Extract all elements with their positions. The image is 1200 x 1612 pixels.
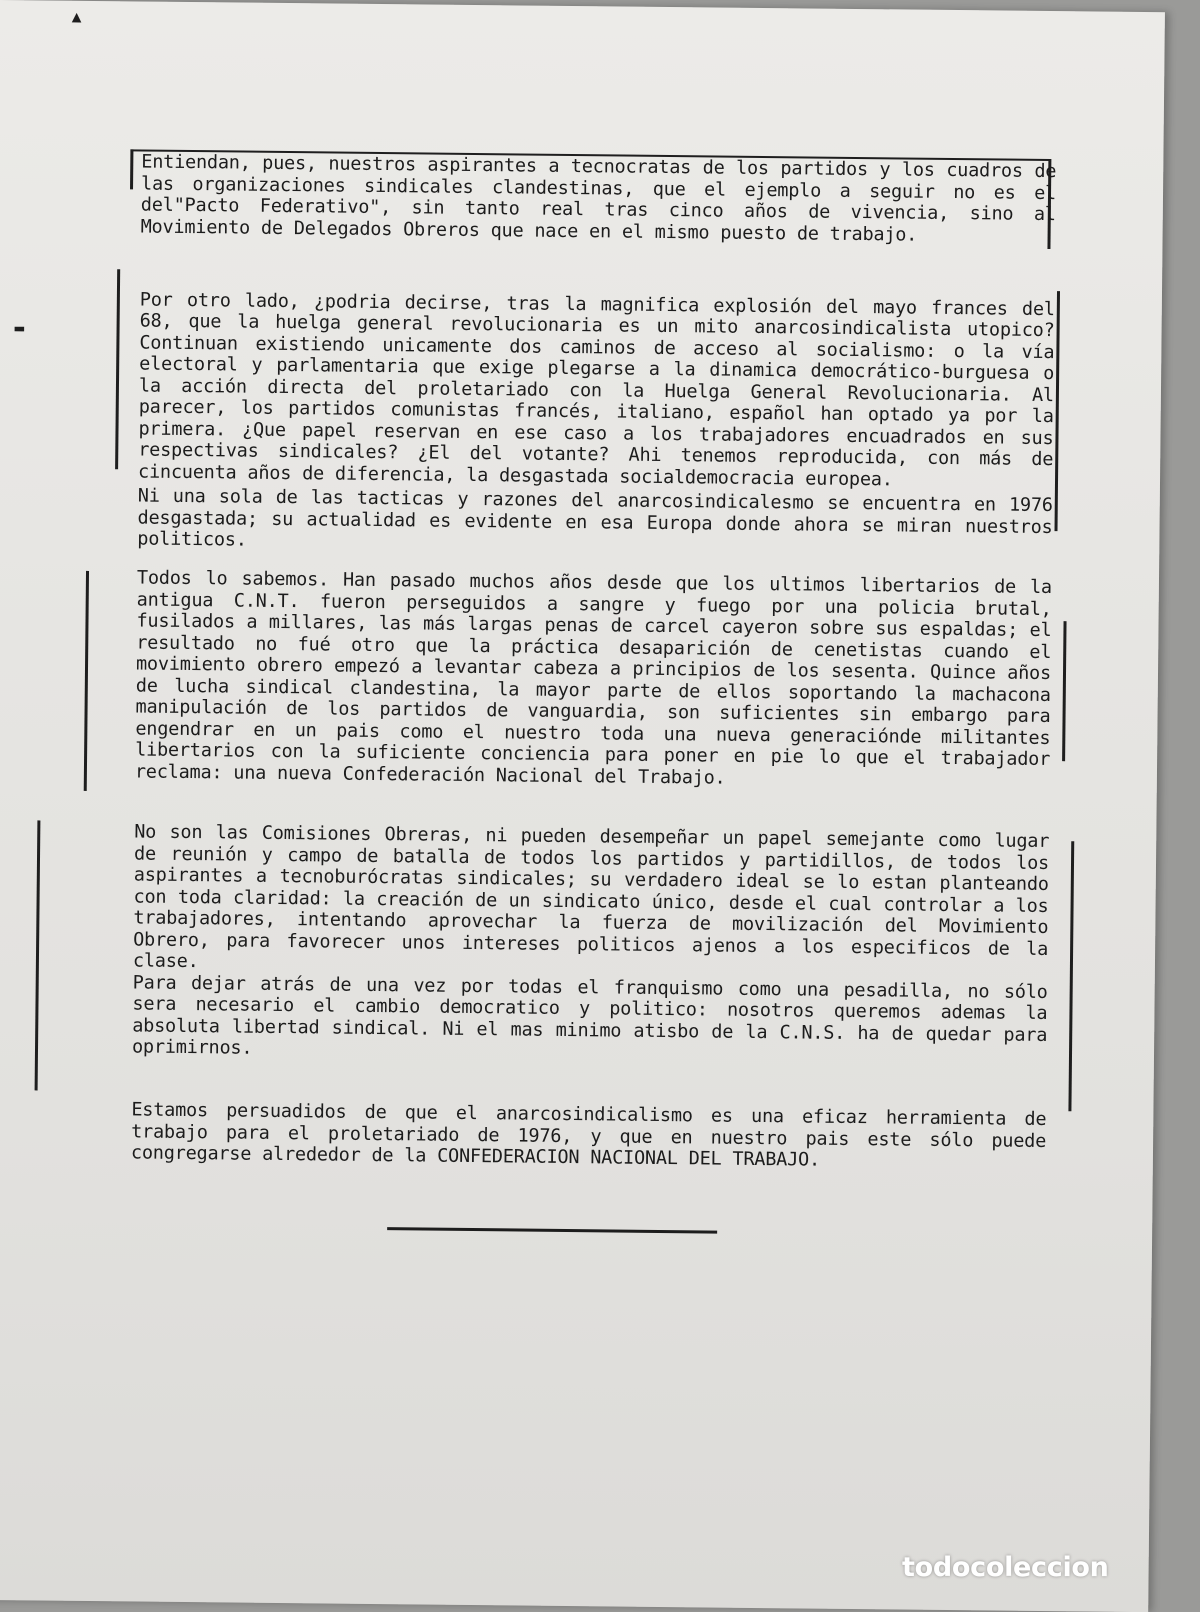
watermark-logo: todocoleccion xyxy=(902,1552,1109,1583)
paragraph-2 xyxy=(138,267,1055,492)
margin-bracket-left xyxy=(130,149,133,189)
margin-bracket-right xyxy=(1068,841,1074,1111)
margin-bracket-left xyxy=(115,269,120,469)
paragraph-2-text: Por otro lado, ¿podria decirse, tras la magnifica explosión del mayo frances del 68, que la huelga general revolucionaria es un mito anarcosindicalista utopico? Continuan existiendo unicamente dos caminos de acceso al socialismo: o la vía electoral y parlamentaria que exige plegarse a la dinamica democrático-burguesa o la acción directa del proletariado con la Huelga General Revolucionaria. Al parecer, los partidos comunistas francés, italiano, español han optado ya por la primera. ¿Que papel reservan en ese caso a los trabajadores encuadrados en sus respectivas sindicales? ¿El del votante? Ahi tenemos reproducida, con más de cincuenta años de diferencia, la desgastada socialdemocracia europea. xyxy=(137,288,1055,490)
margin-bracket-left xyxy=(84,571,89,791)
paragraph-5: No son las Comisiones Obreras, ni pueden desempeñar un papel semejante como lugar de reunión y campo de batalla de todos los partidos y partidillos, de todos los aspirantes a tecnoburócratas sindicales; su verdadero ideal se lo estan planteando con toda claridad: la creación de un sindicato único, desde el cual controlar a los trabajadores, intentando aprovechar la fuerza de movilización del Movimiento Obrero, para favorecer unos intereses politicos ajenos a los especificos de la clase. Para dejar atrás de una vez por todas el franquismo como una pesadilla, no sólo sera necesario el cambio democratico y politico: nosotros queremos ademas la absoluta libertad sindical. Ni el mas minimo atisbo de la C.N.S. ha de quedar para oprimirnos. xyxy=(131,821,1050,1059)
margin-bracket-right xyxy=(1062,621,1066,761)
ink-mark: ▲ xyxy=(71,6,82,26)
margin-bracket-right xyxy=(1054,291,1060,531)
paragraph-6: Estamos persuadidos de que el anarcosindicalismo es una eficaz herramienta de trabajo para el proletariado de 1976, y que en nuestro pais este sólo puede congregarse alrededor de la CONFEDERACION NACIONAL DEL TRABAJO. xyxy=(130,1099,1047,1171)
paragraph-3: Ni una sola de las tacticas y razones del anarcosindicalesmo se encuentra en 1976 desgastada; su actualidad es evidente en esa Europa donde ahora se miran nuestros politicos. xyxy=(137,485,1053,551)
paragraph-1: Entiendan, pues, nuestros aspirantes a tecnocratas de los partidos y los cuadros de las organizaciones sindicales clandestinas, que el ejemplo a seguir no es el del"Pacto Federativo", sin tanto real tras cinco años de vivencia, sino al Movimiento de Delegados Obreros que nace en el mismo puesto de trabajo. xyxy=(140,151,1057,246)
margin-bracket-left xyxy=(35,820,41,1090)
paragraph-4: Todos lo sabemos. Han pasado muchos años desde que los ultimos libertarios de la antigua C.N.T. fueron perseguidos a sangre y fuego por una policia brutal, fusilados a millares, las más largas penas de carcel cayeron sobre sus espaldas; el resultado no fué otro que la práctica desaparición de cenetistas cuando el movimiento obrero empezó a levantar cabeza a principios de los sesenta. Quince años de lucha sindical clandestina, la mayor parte de ellos soportando la machacona manipulación de los partidos de vanguardia, son suficientes sin embargo para engendrar en un pais como el nuestro toda una nueva generaciónde militantes libertarios con la suficiente conciencia para poner en pie lo que el trabajador reclama: una nueva Confederación Nacional del Trabajo. xyxy=(134,567,1053,789)
closing-rule xyxy=(387,1227,717,1233)
ink-mark: ▬ xyxy=(14,318,25,338)
